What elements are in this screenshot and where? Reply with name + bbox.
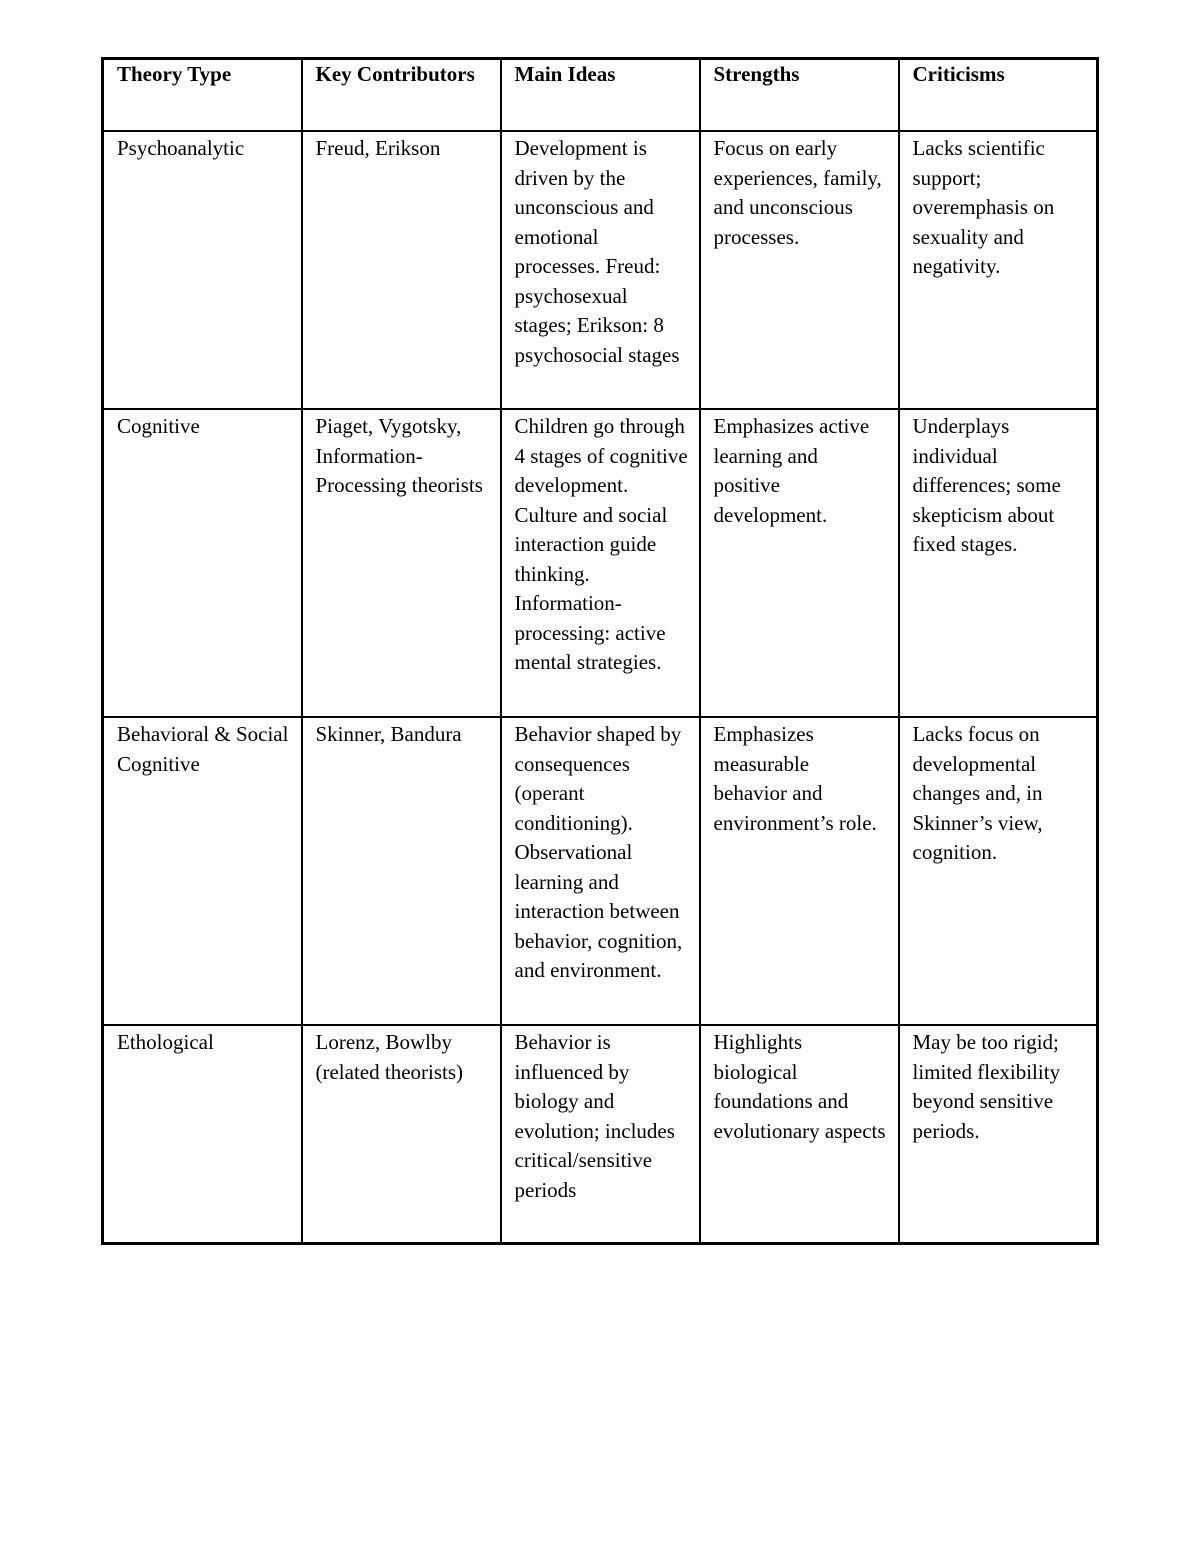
cell-criticisms: Underplays individual differences; some skepticism about fixed stages. [899, 409, 1098, 717]
table-row [103, 1025, 1098, 1244]
cell-main-ideas: Behavior is influenced by biology and evolution; includes critical/sensitive periods [501, 1025, 700, 1244]
cell-theory-type: Behavioral & Social Cognitive [103, 717, 302, 1025]
cell-criticisms: May be too rigid; limited flexibility beyond sensitive periods. [899, 1025, 1098, 1244]
header-criticisms: Criticisms [899, 59, 1098, 132]
cell-criticisms: Lacks scientific support; overemphasis on sexuality and negativity. [899, 131, 1098, 409]
cell-theory-type: Psychoanalytic [103, 131, 302, 409]
header-strengths: Strengths [700, 59, 899, 132]
header-row [103, 59, 1098, 132]
header-theory-type: Theory Type [103, 59, 302, 132]
cell-strengths: Emphasizes active learning and positive development. [700, 409, 899, 717]
table-row [103, 131, 1098, 409]
cell-key-contributors: Lorenz, Bowlby (related theorists) [302, 1025, 501, 1244]
header-main-ideas: Main Ideas [501, 59, 700, 132]
cell-theory-type: Cognitive [103, 409, 302, 717]
table-row [103, 409, 1098, 717]
cell-strengths: Focus on early experiences, family, and unconscious processes. [700, 131, 899, 409]
cell-strengths: Emphasizes measurable behavior and environment’s role. [700, 717, 899, 1025]
cell-criticisms: Lacks focus on developmental changes and, in Skinner’s view, cognition. [899, 717, 1098, 1025]
cell-main-ideas: Children go through 4 stages of cognitive development. Culture and social interaction guide thinking. Information-processing: active mental strategies. [501, 409, 700, 717]
cell-key-contributors: Piaget, Vygotsky, Information-Processing theorists [302, 409, 501, 717]
cell-strengths: Highlights biological foundations and evolutionary aspects [700, 1025, 899, 1244]
cell-main-ideas: Behavior shaped by consequences (operant conditioning). Observational learning and interaction between behavior, cognition, and environment. [501, 717, 700, 1025]
theory-comparison-table [101, 57, 1099, 1245]
table-row [103, 717, 1098, 1025]
cell-theory-type: Ethological [103, 1025, 302, 1244]
cell-key-contributors: Freud, Erikson [302, 131, 501, 409]
cell-main-ideas: Development is driven by the unconscious and emotional processes. Freud: psychosexual stages; Erikson: 8 psychosocial stages [501, 131, 700, 409]
header-key-contributors: Key Contributors [302, 59, 501, 132]
cell-key-contributors: Skinner, Bandura [302, 717, 501, 1025]
